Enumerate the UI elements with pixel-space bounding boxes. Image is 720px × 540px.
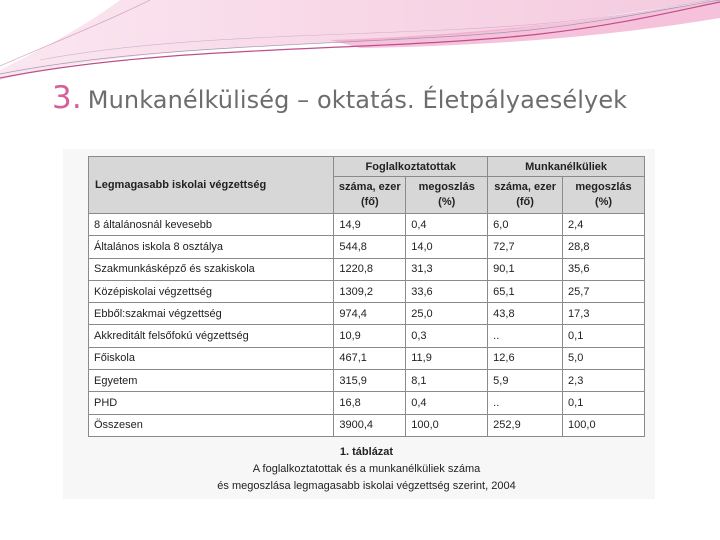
emp-share-cell: 0,3 — [406, 325, 488, 347]
row-label: Szakmunkásképző és szakiskola — [89, 258, 334, 280]
col-header-emp-count — [334, 177, 406, 214]
decorative-header-swoosh — [0, 0, 720, 90]
slide-number: 3. — [52, 80, 82, 116]
caption-line: A foglalkoztatottak és a munkanélküliek száma — [252, 463, 481, 475]
emp-count-cell: 974,4 — [334, 303, 406, 325]
unemp-count-cell: 90,1 — [488, 258, 563, 280]
col-header-line: száma, ezer — [494, 181, 556, 193]
table-row — [89, 303, 645, 325]
col-header-line: megoszlás — [418, 181, 475, 193]
col-header-unemp-share — [563, 177, 645, 214]
row-label: Főiskola — [89, 347, 334, 369]
unemp-share-cell: 28,8 — [563, 236, 645, 258]
slide-title — [52, 80, 627, 116]
row-label: Középiskolai végzettség — [89, 280, 334, 302]
table-row — [89, 258, 645, 280]
col-header-line: (fő) — [360, 196, 379, 208]
col-header-line: (%) — [438, 196, 456, 208]
emp-share-cell: 0,4 — [406, 214, 488, 236]
row-label: Ebből:szakmai végzettség — [89, 303, 334, 325]
col-header-line: száma, ezer — [338, 181, 401, 193]
table-row — [89, 214, 645, 236]
unemp-count-cell: 5,9 — [488, 370, 563, 392]
unemp-count-cell: 65,1 — [488, 280, 563, 302]
col-header-unemp-count — [488, 177, 563, 214]
emp-share-cell: 0,4 — [406, 392, 488, 414]
unemp-share-cell: 0,1 — [563, 325, 645, 347]
col-header-line: (fő) — [516, 196, 534, 208]
table-row — [89, 347, 645, 369]
emp-share-cell: 25,0 — [406, 303, 488, 325]
emp-count-cell: 315,9 — [334, 370, 406, 392]
emp-count-cell: 1309,2 — [334, 280, 406, 302]
caption-title: 1. táblázat — [339, 446, 394, 458]
emp-count-cell: 3900,4 — [334, 414, 406, 436]
emp-share-cell: 100,0 — [406, 414, 488, 436]
group-header-employed: Foglalkoztatottak — [334, 157, 488, 177]
unemp-share-cell: 25,7 — [563, 280, 645, 302]
unemp-share-cell: 5,0 — [563, 347, 645, 369]
group-header-unemployed: Munkanélküliek — [488, 157, 645, 177]
unemp-count-cell: .. — [488, 325, 563, 347]
unemp-count-cell: 43,8 — [488, 303, 563, 325]
col-header-emp-share — [406, 177, 488, 214]
row-label: Összesen — [89, 414, 334, 436]
unemp-share-cell: 0,1 — [563, 392, 645, 414]
col-header-line: megoszlás — [575, 181, 632, 193]
table-row — [89, 392, 645, 414]
row-label: Általános iskola 8 osztálya — [89, 236, 334, 258]
emp-share-cell: 31,3 — [406, 258, 488, 280]
unemp-share-cell: 35,6 — [563, 258, 645, 280]
emp-count-cell: 14,9 — [334, 214, 406, 236]
emp-count-cell: 10,9 — [334, 325, 406, 347]
col-header-line: (%) — [594, 196, 613, 208]
emp-count-cell: 544,8 — [334, 236, 406, 258]
row-label: 8 általánosnál kevesebb — [89, 214, 334, 236]
unemp-count-cell: 12,6 — [488, 347, 563, 369]
table-row — [89, 370, 645, 392]
caption-line: és megoszlása legmagasabb iskolai végzettség szerint, 2004 — [217, 480, 516, 492]
table-row — [89, 236, 645, 258]
emp-count-cell: 16,8 — [334, 392, 406, 414]
emp-count-cell: 467,1 — [334, 347, 406, 369]
unemp-share-cell: 100,0 — [563, 414, 645, 436]
table-caption — [88, 444, 645, 495]
emp-share-cell: 11,9 — [406, 347, 488, 369]
emp-count-cell: 1220,8 — [334, 258, 406, 280]
table-row — [89, 325, 645, 347]
emp-share-cell: 8,1 — [406, 370, 488, 392]
education-employment-table — [88, 156, 645, 437]
unemp-share-cell: 2,4 — [563, 214, 645, 236]
row-label: Akkreditált felsőfokú végzettség — [89, 325, 334, 347]
emp-share-cell: 33,6 — [406, 280, 488, 302]
table-row — [89, 280, 645, 302]
row-label: Egyetem — [89, 370, 334, 392]
row-header: Legmagasabb iskolai végzettség — [89, 157, 334, 214]
unemp-share-cell: 2,3 — [563, 370, 645, 392]
unemp-share-cell: 17,3 — [563, 303, 645, 325]
slide-title-text: Munkanélküliség – oktatás. Életpályaesélyek — [87, 86, 628, 114]
row-label: PHD — [89, 392, 334, 414]
emp-share-cell: 14,0 — [406, 236, 488, 258]
unemp-count-cell: .. — [488, 392, 563, 414]
unemp-count-cell: 6,0 — [488, 214, 563, 236]
unemp-count-cell: 252,9 — [488, 414, 563, 436]
table-row — [89, 414, 645, 436]
unemp-count-cell: 72,7 — [488, 236, 563, 258]
